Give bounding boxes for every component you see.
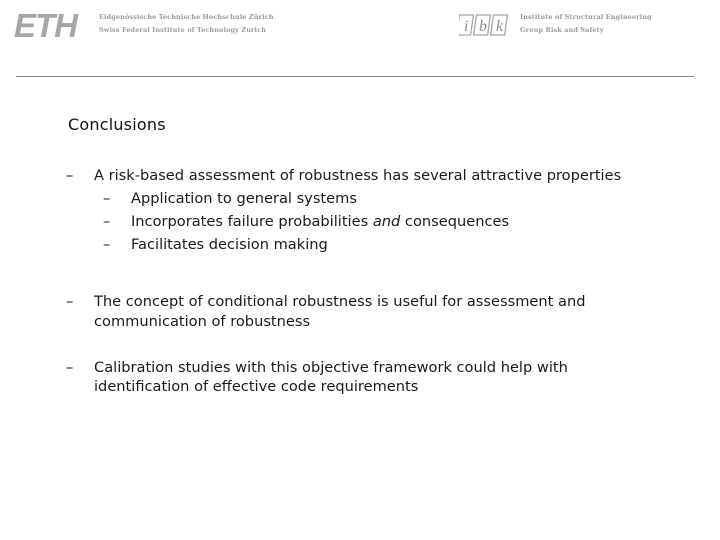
ibk-institution-text	[520, 11, 652, 37]
ibk-letter-k: k	[496, 18, 504, 35]
eth-institution-text	[99, 11, 274, 37]
group-name: Group Risk and Safety	[520, 26, 604, 34]
eth-logo-text: ETH	[14, 10, 77, 40]
sub-bullet-dash: –	[103, 213, 111, 230]
sub-bullet-dash: –	[103, 236, 111, 253]
sub-bullet-text-emphasis: and	[372, 213, 401, 230]
sub-bullet-text: Application to general systems	[131, 190, 357, 207]
eth-name-german: Eidgenössische Technische Hochschule Zürich	[99, 13, 274, 21]
bullet-text-line-1: The concept of conditional robustness is useful for assessment and	[94, 293, 586, 310]
ibk-logo	[459, 11, 510, 38]
eth-name-english: Swiss Federal Institute of Technology Zurich	[99, 26, 267, 34]
ibk-letter-b: b	[479, 18, 487, 35]
bullet-text-line-1: Calibration studies with this objective framework could help with	[94, 359, 568, 376]
sub-bullet-text: Facilitates decision making	[131, 236, 328, 253]
bullet-dash: –	[66, 167, 74, 184]
bullet-dash: –	[66, 293, 74, 310]
bullet-dash: –	[66, 359, 74, 376]
slide-title: Conclusions	[68, 115, 166, 134]
bullet-text: A risk-based assessment of robustness has several attractive properties	[94, 167, 622, 184]
bullet-text-line-2: identification of effective code requirements	[94, 378, 419, 395]
eth-logo	[13, 10, 95, 40]
sub-bullet-dash: –	[103, 190, 111, 207]
header-divider	[16, 76, 694, 77]
sub-bullet-text	[131, 212, 509, 232]
sub-bullet-text-pre: Incorporates failure probabilities	[131, 213, 373, 230]
institute-name: Institute of Structural Engineering	[520, 13, 652, 21]
ibk-letter-i: i	[464, 18, 469, 35]
bullet-text-line-2: communication of robustness	[94, 313, 311, 330]
sub-bullet-text-post: consequences	[400, 213, 510, 230]
